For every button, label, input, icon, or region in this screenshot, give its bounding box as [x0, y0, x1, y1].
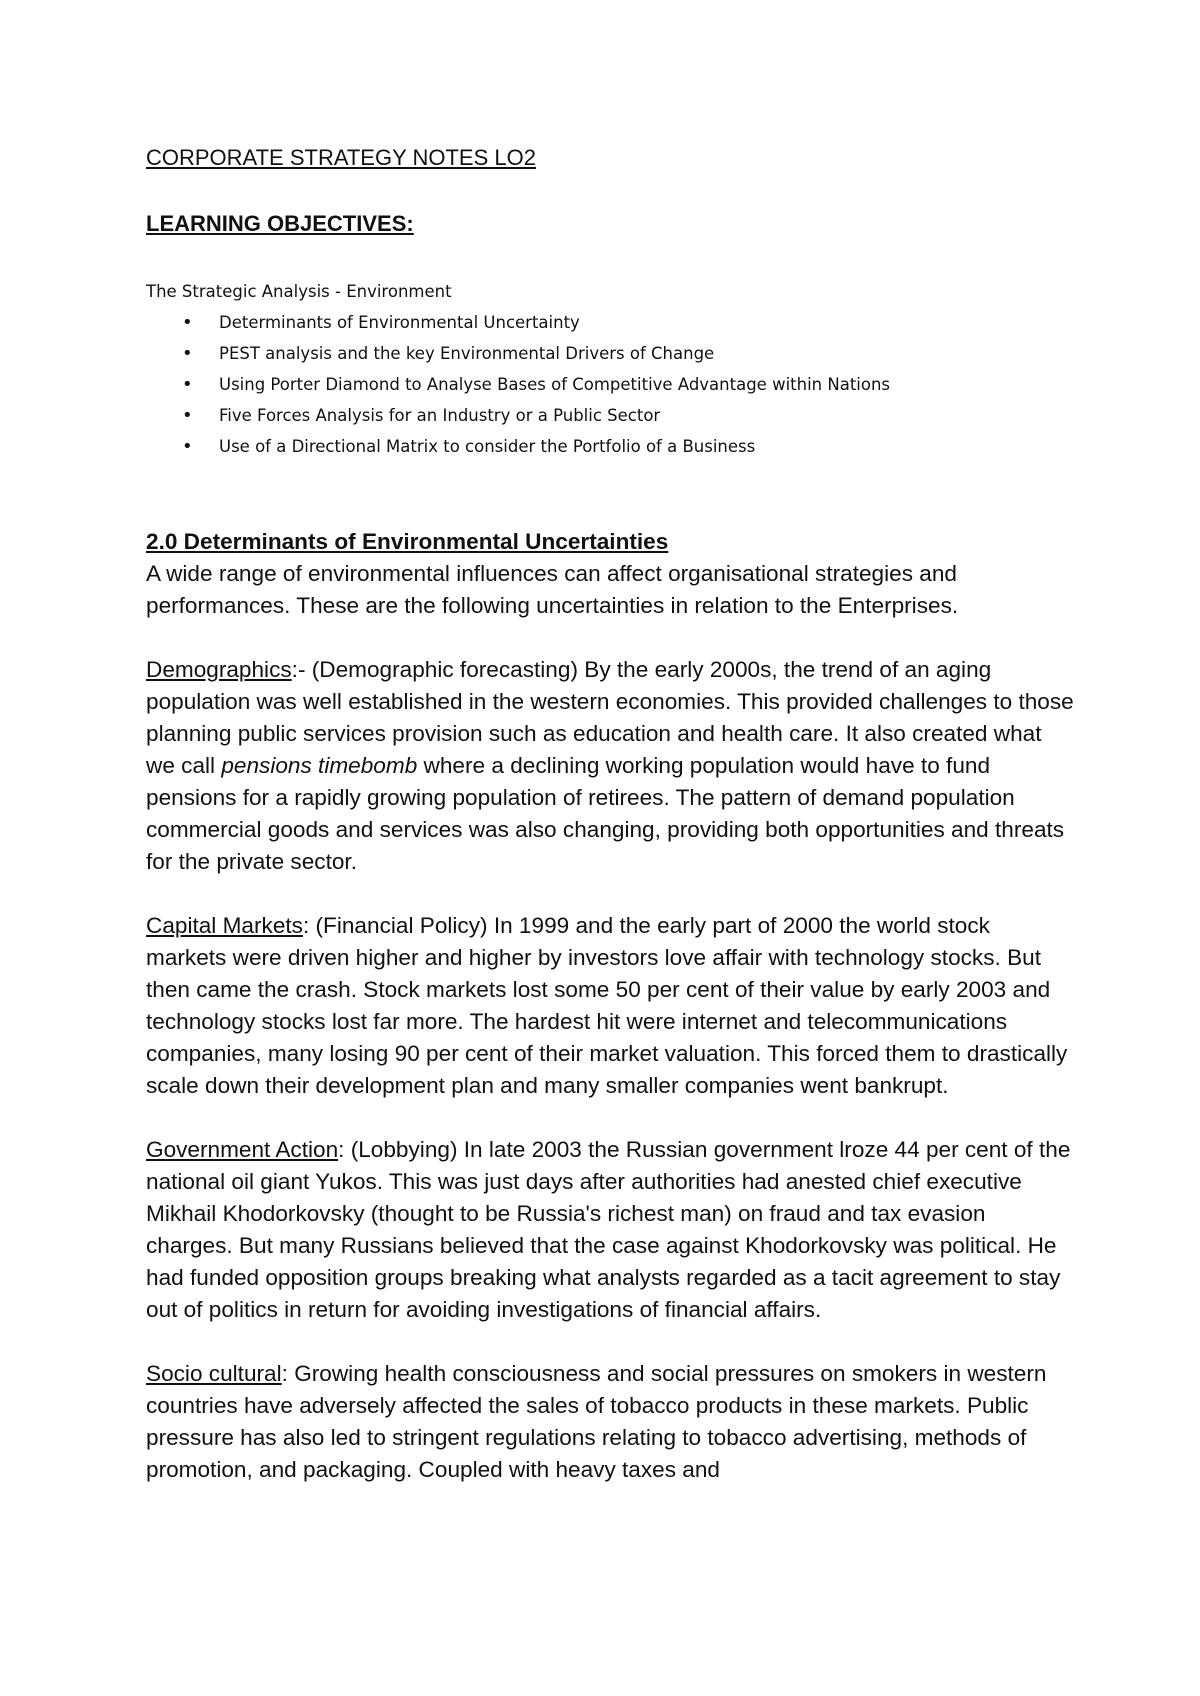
demographics-text-a: :- (Demographic forecasting) By the early 2000s, the trend of an aging population was well established in the western economies. This provided challenges to those planning public services provision such as education and health care. It also created what we call: [146, 657, 1074, 778]
learning-objectives-list: [146, 307, 1046, 462]
demographics-paragraph: [146, 654, 1076, 878]
bullet-icon: •: [182, 374, 193, 395]
socio-cultural-label: Socio cultural: [146, 1361, 282, 1386]
list-item-text: PEST analysis and the key Environmental Drivers of Change: [219, 344, 715, 363]
list-item: [146, 431, 1046, 462]
government-action-label: Government Action: [146, 1137, 339, 1162]
learning-objectives-intro: The Strategic Analysis - Environment: [146, 282, 452, 301]
list-item-text: Five Forces Analysis for an Industry or a Public Sector: [219, 406, 661, 425]
list-item: [146, 338, 1046, 369]
demographics-italic-term: pensions timebomb: [221, 753, 418, 778]
government-action-paragraph: [146, 1134, 1076, 1326]
list-item: [146, 400, 1046, 431]
bullet-icon: •: [182, 405, 193, 426]
learning-objectives-block: [146, 276, 1046, 462]
section-heading: 2.0 Determinants of Environmental Uncertainties: [146, 529, 669, 554]
socio-cultural-paragraph: [146, 1358, 1076, 1486]
bullet-icon: •: [182, 343, 193, 364]
bullet-icon: •: [182, 436, 193, 457]
list-item: [146, 307, 1046, 338]
demographics-text-b: where a declining working population would have to fund pensions for a rapidly growing population of retirees. The pattern of demand population commercial goods and services was also changing, providing both opportunities and threats for the private sector.: [146, 753, 1065, 874]
demographics-label: Demographics: [146, 657, 292, 682]
capital-markets-text: : (Financial Policy) In 1999 and the early part of 2000 the world stock markets were driven higher and higher by investors love affair with technology stocks. But then came the crash. Stock markets lost some 50 per cent of their value by early 2003 and technology stocks lost far more. The hardest hit were internet and telecommunications companies, many losing 90 per cent of their market valuation. This forced them to drastically scale down their development plan and many smaller companies went bankrupt.: [146, 913, 1068, 1098]
list-item-text: Determinants of Environmental Uncertainty: [219, 313, 580, 332]
list-item-text: Use of a Directional Matrix to consider the Portfolio of a Business: [219, 437, 756, 456]
capital-markets-paragraph: [146, 910, 1076, 1102]
government-action-text: : (Lobbying) In late 2003 the Russian government lroze 44 per cent of the national oil giant Yukos. This was just days after authorities had anested chief executive Mikhail Khodorkovsky (thought to be Russia's richest man) on fraud and tax evasion charges. But many Russians believed that the case against Khodorkovsky was political. He had funded opposition groups breaking what analysts regarded as a tacit agreement to stay out of politics in return for avoiding investigations of financial affairs.: [146, 1137, 1071, 1322]
bullet-icon: •: [182, 312, 193, 333]
learning-objectives-heading: LEARNING OBJECTIVES:: [146, 211, 414, 236]
document-title: CORPORATE STRATEGY NOTES LO2: [146, 145, 536, 170]
section-2-0: [146, 526, 1076, 1518]
capital-markets-label: Capital Markets: [146, 913, 303, 938]
list-item: [146, 369, 1046, 400]
socio-cultural-text: : Growing health consciousness and social pressures on smokers in western countries have adversely affected the sales of tobacco products in these markets. Public pressure has also led to stringent regulations relating to tobacco advertising, methods of promotion, and packaging. Coupled with heavy taxes and: [146, 1361, 1047, 1482]
list-item-text: Using Porter Diamond to Analyse Bases of Competitive Advantage within Nations: [219, 375, 891, 394]
section-intro-paragraph: A wide range of environmental influences can affect organisational strategies and performances. These are the following uncertainties in relation to the Enterprises.: [146, 561, 959, 618]
